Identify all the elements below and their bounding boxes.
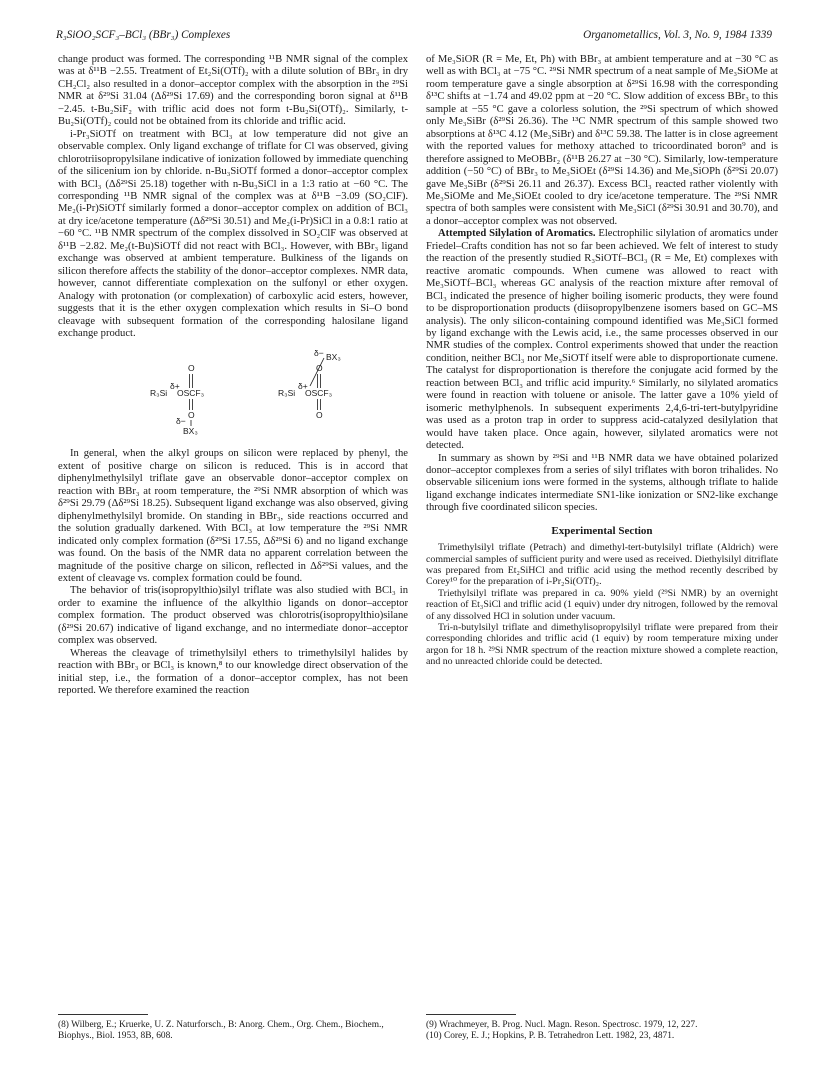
oxygen-top-label: O	[188, 363, 195, 374]
running-header	[56, 28, 772, 42]
borane-label: BX₃	[326, 352, 341, 363]
paragraph-body: Electrophilic silylation of aromatics under Friedel–Crafts condition has not so far been achieved. We felt of interest to study the reaction of the presently studied R₃SiOTf–BCl₃ (R = Me, Et) complexes with reactive aromatic compounds. When cumene was allowed to react with Me₃SiOTf–BCl₃ whereas GC analysis of the reaction mixture after removal of BCl₃ indicated the presence of higher boiling isomeric products, they were found to be disproportionation products (diisopropylbenzene isomers based on GC–MS analysis). The only silicon-containing compound identified was Me₃SiCl formed by ligand exchange with the Lewis acid, i.e., the same processes observed in our NMR studies of the complex. Control experiments showed that under the reaction condition, neither BCl₃ nor Me₃SiOTf itself were able to disproportionate cumene. The catalyst for disproportionation is therefore the conjugate acid formed by the reaction between BCl₃ and triflic acid impurity.⁶ Similarly, no silylated aromatics were found in reaction with toluene or anisole. The latter gave a 10% yield of isomeric methylphenols. In subsequent experiments 2,4,6-tri-tert-butylpyridine was used as a proton trap in order to suppress acid-catalyzed desilylation that would have taken place. Once again, however, silylated aromatics were not detected.	[426, 228, 778, 452]
footnote-rule	[426, 1014, 516, 1015]
experimental-section	[426, 542, 778, 667]
paragraph: In general, when the alkyl groups on silicon were replaced by phenyl, the extent of positive charge on silicon is reduced. This is in accord that diphenylmethylsilyl triflate gave an observable donor–acceptor complex on reaction with BBr₃ at room temperature, the ²⁹Si NMR absorption of which was δ²⁹Si 29.79 (Δδ²⁹Si 18.25). Subsequent ligand exchange was also observed, giving diphenylmethylsilyl bromide. On standing in BBr₃, side reactions occurred and the solution gradually darkened. With BCl₃ at low temperature the ²⁹Si NMR indicated only complex formation (δ²⁹Si 17.55, Δδ²⁹Si 6) and no ligand exchange was found. On the basis of the NMR data no apparent correlation between the magnitude of the positive charge on silicon, reflected in Δδ²⁹Si values, and the extent of cleavage vs. complex formation could be found.	[58, 448, 408, 584]
left-column	[58, 54, 408, 697]
paragraph	[426, 228, 778, 452]
paragraph: of Me₃SiOR (R = Me, Et, Ph) with BBr₃ at ambient temperature and at −30 °C as well as with BCl₃ at −75 °C. ²⁹Si NMR spectrum of a neat sample of Me₃SiOMe at room temperature gave a single absorption at δ²⁹Si 16.98 with the corresponding δ¹³C shifts at −1.74 and 49.02 ppm at −20 °C. Slow addition of excess BBr₃ to this sample at −55 °C gave a colorless solution, the ²⁹Si spectrum of which showed only Me₃SiBr (δ²⁹Si 26.36). The ¹³C NMR spectrum of this sample showed two absorptions at δ¹³C 4.12 (Me₃SiBr) and δ¹³C 59.38. The latter is in close agreement with the reported values for methoxy attached to tricoordinated boron⁹ and is therefore assigned to MeOBBr₂ (δ¹¹B 26.27 at −30 °C). Similarly, low-temperature addition (−50 °C) of BBr₃ to Me₃SiOEt (δ²⁹Si 14.36) and Me₃SiOPh (δ²⁹Si 20.07) gave Me₃SiBr (δ²⁹Si 26.11 and 26.37). Excess BCl₃ reacted rather violently with Me₃SiOMe and Me₃SiOEt cooled to dry ice/acetone temperature. The ²⁹Si NMR spectra of both samples were consistent with Me₃SiCl (δ²⁹Si 30.91 and 30.70), and a donor–acceptor complex was not observed.	[426, 54, 778, 227]
donor-acceptor-structures	[58, 346, 408, 438]
footnotes-right	[426, 1020, 778, 1042]
structure-figure	[58, 346, 408, 438]
partial-positive-label: δ+	[170, 381, 180, 392]
paragraph: Trimethylsilyl triflate (Petrach) and dimethyl-tert-butylsilyl triflate (Aldrich) were commercial samples of sufficient purity and were used as received. Diethylsilyl ditriflate was prepared from Et₂SiHCl and triflic acid using the method recently described by Corey¹⁰ for the preparation of i-Pr₂Si(OTf)₂.	[426, 542, 778, 588]
footnote: (9) Wrachmeyer, B. Prog. Nucl. Magn. Reson. Spectrosc. 1979, 12, 227.	[426, 1020, 698, 1030]
structure-sulfonyl-complex	[150, 363, 204, 436]
run-in-heading: Attempted Silylation of Aromatics.	[438, 228, 596, 240]
paragraph: i-Pr₃SiOTf on treatment with BCl₃ at low temperature did not give an observable complex. Only ligand exchange of triflate for Cl was observed, giving chlorotriisopropylsilane indicative of ionization followed by immediate quenching of the silicenium ion by chloride. n-Bu₃SiOTf formed a donor–acceptor complex with BCl₃ (Δδ²⁹Si 25.18) together with n-Bu₃SiCl in a 1:3 ratio at −60 °C. The corresponding ¹¹B NMR signal of the complex was at δ¹¹B −3.09 (SO₂ClF). Me₂(i-Pr)SiOTf similarly formed a donor–acceptor complex on addition of BCl₃ at dry ice/acetone temperature (Δδ²⁹Si 30.51) and Me₂(i-Pr)SiCl in a 0.8:1 ratio at −60 °C. ¹¹B NMR spectrum of the complex dissolved in SO₂ClF was observed at δ¹¹B −2.82. Me₂(t-Bu)SiOTf did not react with BCl₃. However, with BBr₃ ligand exchange was observed at ambient temperature. Bulkiness of the ligands on silicon therefore affects the stability of the donor–acceptor complexes. NMR data, however, cannot differentiate complexation on the sulfonyl or ether oxygen. Analogy with protonation (or complexation) of carboxylic acid esters, however, suggests that it is the ether oxygen complexation which results in Si–O bond cleavage with subsequent formation of the corresponding halosilane ligand exchange product.	[58, 128, 408, 339]
partial-negative-label: δ−	[314, 348, 324, 359]
footnote: (10) Corey, E. J.; Hopkins, P. B. Tetrahedron Lett. 1982, 23, 4871.	[426, 1031, 675, 1041]
oscf3-label: OSCF₃	[305, 388, 333, 399]
paragraph: The behavior of tris(isopropylthio)silyl triflate was also studied with BCl₃ in order to examine the influence of the alkylthio ligands on donor–acceptor complex formation. The product observed was chlorotris(isopropylthio)silane (δ²⁹Si 20.67) indicative of ligand exchange, and no intermediate donor–acceptor complex was observed.	[58, 585, 408, 647]
paragraph: Tri-n-butylsilyl triflate and dimethylisopropylsilyl triflate were prepared from their corresponding chlorides and triflic acid (1 equiv) by room temperature mixing under argon for 18 h. ²⁹Si NMR spectrum of the reaction mixture showed a complete reaction, and no unreacted chloride could be detected.	[426, 622, 778, 668]
silyl-group-label: R₃Si	[278, 388, 296, 399]
structure-ether-complex	[278, 348, 341, 420]
paragraph: Triethylsilyl triflate was prepared in ca. 90% yield (²⁹Si NMR) by an overnight reaction of Et₃SiCl and triflic acid (1 equiv) under dry nitrogen, followed by the removal of any dissolved HCl in solution under vacuum.	[426, 587, 778, 622]
partial-positive-label: δ+	[298, 381, 308, 392]
footnote-rule	[58, 1014, 148, 1015]
footnotes-left	[58, 1020, 408, 1042]
oscf3-label: OSCF₃	[177, 388, 205, 399]
silyl-group-label: R₃Si	[150, 388, 168, 399]
right-column	[426, 54, 778, 668]
partial-negative-label: δ−	[176, 416, 186, 427]
oxygen-top-label: O	[316, 363, 323, 374]
oxygen-bottom-label: O	[188, 410, 195, 421]
header-journal-citation: Organometallics, Vol. 3, No. 9, 1984 1339	[583, 29, 772, 41]
oxygen-bottom-label: O	[316, 410, 323, 421]
footnote: (8) Wilberg, E.; Kruerke, U. Z. Naturforsch., B: Anorg. Chem., Org. Chem., Biochem., Biophys., Biol. 1953, 8B, 608.	[58, 1020, 384, 1041]
paragraph: Whereas the cleavage of trimethylsilyl ethers to trimethylsilyl halides by reaction with BBr₃ or BCl₃ is known,⁸ to our knowledge direct observation of the initial step, i.e., the formation of a donor–acceptor complex, has not been reported. We therefore examined the reaction	[58, 647, 408, 697]
paragraph: In summary as shown by ²⁹Si and ¹¹B NMR data we have obtained polarized donor–acceptor complexes from a series of silyl triflates with boron trihalides. No observable silicenium ions were formed in the systems, although triflate to halide ligand exchange indicates intermediate SN1-like ionization or SN2-like exchange through five coordinated silicon species.	[426, 452, 778, 514]
borane-label: BX₃	[183, 426, 198, 437]
header-left-title: R₃SiOO₂SCF₃–BCl₃ (BBr₃) Complexes	[56, 29, 231, 41]
paragraph: change product was formed. The corresponding ¹¹B NMR signal of the complex was at δ¹¹B −2.55. Treatment of Et₂Si(OTf)₂ with a dilute solution of BBr₃ in dry CH₂Cl₂ also resulted in a donor–acceptor complex with the absorption in the ²⁹Si NMR at δ²⁹Si 31.04 (Δδ²⁹Si 17.69) and the corresponding boron signal at δ¹¹B −2.45. t-Bu₂SiF₂ with triflic acid does not form t-Bu₂Si(OTf)₂. Similarly, t-Bu₂Si(OTf)₂ could not be obtained from its chloride and triflic acid.	[58, 54, 408, 128]
section-heading: Experimental Section	[551, 524, 653, 537]
